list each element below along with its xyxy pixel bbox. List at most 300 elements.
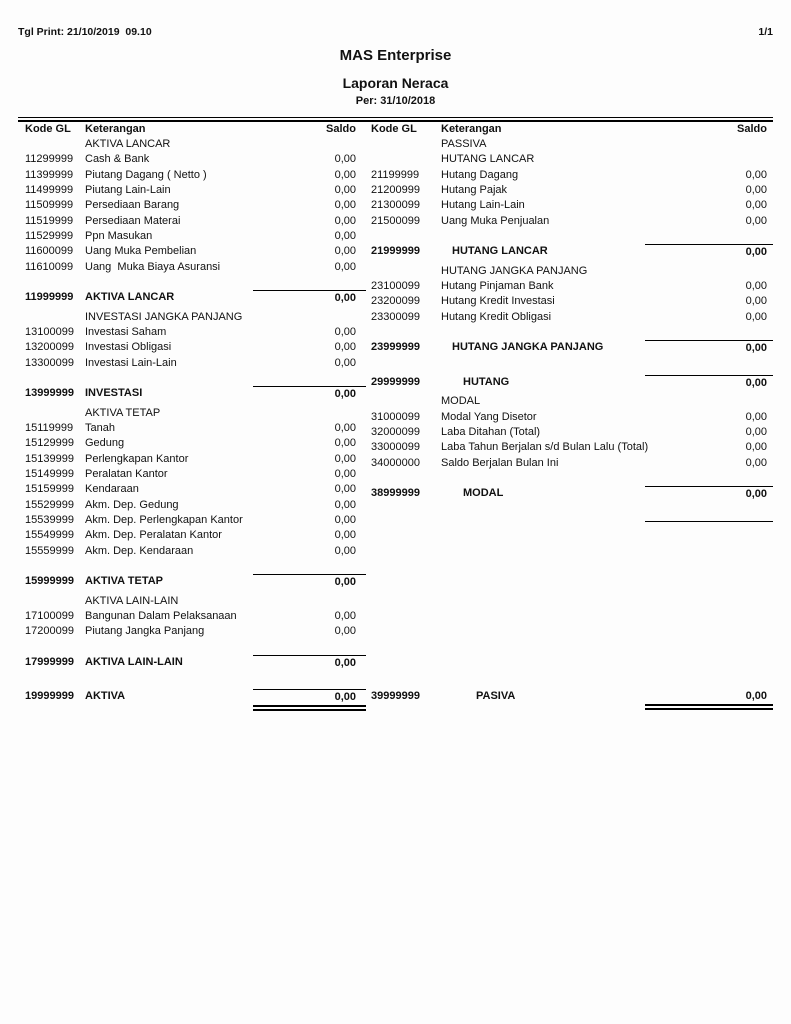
balance	[645, 613, 773, 628]
blank-row	[18, 559, 366, 574]
account-row	[18, 452, 366, 467]
description: Ppn Masukan	[85, 229, 153, 242]
description: AKTIVA TETAP	[85, 575, 164, 588]
gl-code: 15139999	[25, 452, 74, 465]
header-saldo: Saldo	[326, 123, 356, 135]
description: Hutang Dagang	[441, 168, 519, 181]
description: Hutang Pinjaman Bank	[441, 279, 554, 292]
description: AKTIVA	[85, 690, 126, 703]
gl-code: 13300099	[25, 356, 74, 369]
gl-code: 13100099	[25, 325, 74, 338]
description: AKTIVA LAIN-LAIN	[85, 655, 183, 668]
balance: 0,00	[745, 199, 767, 212]
account-row	[368, 310, 773, 325]
description: Gedung	[85, 437, 125, 450]
balance: 0,00	[253, 386, 366, 405]
account-row	[368, 456, 773, 471]
account-row	[368, 440, 773, 455]
balance: 0,00	[334, 325, 356, 338]
account-row	[18, 152, 366, 167]
blank-row	[368, 598, 773, 613]
description: Laba Tahun Berjalan s/d Bulan Lalu (Total)	[441, 441, 649, 454]
balance	[645, 521, 773, 536]
account-row	[18, 544, 366, 559]
balance: 0,00	[253, 574, 366, 593]
gl-code	[18, 275, 85, 290]
description	[441, 536, 645, 551]
account-row	[18, 356, 366, 371]
description: AKTIVA LAIN-LAIN	[85, 594, 179, 607]
header-keterangan: Keterangan	[441, 123, 502, 135]
description	[441, 582, 645, 597]
description: Uang Muka Penjualan	[441, 214, 550, 227]
column-headers-left	[18, 122, 366, 137]
gl-code: 21199999	[371, 168, 420, 181]
description	[441, 506, 645, 521]
gl-code: 11519999	[25, 214, 74, 227]
gl-code: 23100099	[371, 279, 420, 292]
gl-code: 23999999	[371, 341, 420, 354]
description: Persediaan Barang	[85, 199, 180, 212]
description: Laba Ditahan (Total)	[441, 425, 541, 438]
total-row	[368, 486, 773, 505]
header-saldo: Saldo	[737, 123, 767, 135]
gl-code: 39999999	[371, 690, 420, 703]
description	[441, 644, 645, 659]
description: Bangunan Dalam Pelaksanaan	[85, 609, 237, 622]
grand-total-row	[18, 689, 366, 708]
account-row	[18, 528, 366, 543]
gl-code	[368, 264, 441, 279]
total-row	[368, 340, 773, 359]
description	[441, 598, 645, 613]
gl-code: 11299999	[25, 153, 74, 166]
balance: 0,00	[334, 452, 356, 465]
account-row	[18, 214, 366, 229]
balance: 0,00	[253, 689, 366, 708]
account-row	[18, 244, 366, 259]
gl-code: 21999999	[371, 245, 420, 258]
balance: 0,00	[334, 421, 356, 434]
blank-row	[368, 471, 773, 486]
balance	[645, 152, 773, 167]
balance: 0,00	[745, 310, 767, 323]
gl-code: 17100099	[25, 609, 74, 622]
account-row	[18, 260, 366, 275]
balance: 0,00	[334, 529, 356, 542]
section-header-row	[18, 594, 366, 609]
description	[441, 471, 645, 486]
blank-row	[368, 567, 773, 582]
gl-code: 15149999	[25, 467, 74, 480]
gl-code	[368, 471, 441, 486]
report-period: Per: 31/10/2018	[355, 95, 436, 107]
description	[85, 275, 253, 290]
gl-code	[368, 628, 441, 643]
balance: 0,00	[334, 467, 356, 480]
blank-row	[368, 325, 773, 340]
balance: 0,00	[645, 244, 773, 263]
account-row	[368, 183, 773, 198]
gl-code: 31000099	[371, 410, 420, 423]
balance	[253, 559, 366, 574]
gl-code	[18, 594, 85, 609]
gl-code: 17999999	[25, 655, 74, 668]
balance	[645, 644, 773, 659]
blank-row	[368, 628, 773, 643]
balance: 0,00	[334, 356, 356, 369]
section-header-row	[18, 406, 366, 421]
gl-code	[368, 229, 441, 244]
blank-row	[368, 506, 773, 521]
page-number: 1/1	[758, 26, 773, 38]
gl-code: 19999999	[25, 690, 74, 703]
blank-row	[368, 659, 773, 674]
account-row	[18, 325, 366, 340]
balance: 0,00	[334, 544, 356, 557]
description: Hutang Lain-Lain	[441, 199, 525, 212]
balance	[645, 567, 773, 582]
gl-code: 38999999	[371, 487, 420, 500]
separator-row	[368, 521, 773, 536]
header-kode-gl: Kode GL	[25, 123, 71, 135]
total-row	[18, 655, 366, 674]
gl-code: 15119999	[25, 421, 74, 434]
description: Uang Muka Biaya Asuransi	[85, 260, 221, 273]
balance: 0,00	[253, 290, 366, 309]
balance	[645, 582, 773, 597]
gl-code: 15529999	[25, 498, 74, 511]
balance	[645, 674, 773, 689]
account-row	[18, 168, 366, 183]
description: Investasi Saham	[85, 325, 167, 338]
description: Saldo Berjalan Bulan Ini	[441, 456, 559, 469]
description: Piutang Dagang ( Netto )	[85, 168, 207, 181]
description	[441, 659, 645, 674]
balance: 0,00	[745, 441, 767, 454]
balance: 0,00	[334, 498, 356, 511]
account-row	[368, 279, 773, 294]
description: MODAL	[463, 487, 504, 500]
description	[441, 521, 645, 536]
gl-code: 11999999	[25, 291, 74, 304]
description: AKTIVA LANCAR	[85, 138, 171, 150]
account-row	[18, 229, 366, 244]
balance: 0,00	[745, 456, 767, 469]
gl-code	[368, 567, 441, 582]
account-row	[18, 467, 366, 482]
gl-code: 21500099	[371, 214, 420, 227]
blank-row	[18, 371, 366, 386]
balance: 0,00	[334, 625, 356, 638]
account-row	[18, 609, 366, 624]
header-kode-gl: Kode GL	[371, 123, 417, 135]
balance: 0,00	[645, 375, 773, 394]
account-row	[368, 198, 773, 213]
balance	[645, 471, 773, 486]
balance	[253, 310, 366, 325]
gl-code: 11499999	[25, 183, 74, 196]
description: HUTANG JANGKA PANJANG	[452, 341, 604, 354]
balance: 0,00	[334, 341, 356, 354]
balance	[253, 406, 366, 421]
account-row	[18, 421, 366, 436]
section-header-row	[368, 394, 773, 409]
gl-code	[368, 325, 441, 340]
print-date-label: Tgl Print: 21/10/2019 09.10	[18, 26, 152, 38]
balance: 0,00	[745, 168, 767, 181]
description	[441, 229, 645, 244]
account-row	[18, 498, 366, 513]
gl-code: 15549999	[25, 529, 74, 542]
balance	[645, 325, 773, 340]
gl-code: 15559999	[25, 544, 74, 557]
description: AKTIVA LANCAR	[85, 291, 175, 304]
blank-row	[368, 229, 773, 244]
gl-code	[18, 371, 85, 386]
gl-code: 11610099	[25, 260, 74, 273]
total-row	[368, 244, 773, 263]
gl-code	[368, 613, 441, 628]
balance	[645, 536, 773, 551]
gl-code: 34000000	[371, 456, 420, 469]
section-header-row	[368, 264, 773, 279]
description	[441, 325, 645, 340]
description: INVESTASI JANGKA PANJANG	[85, 310, 243, 323]
gl-code: 11529999	[25, 229, 74, 242]
gl-code	[368, 152, 441, 167]
description: HUTANG	[463, 375, 510, 388]
total-row	[18, 386, 366, 405]
balance	[645, 137, 773, 152]
balance: 0,00	[334, 183, 356, 196]
gl-code	[18, 137, 85, 152]
section-header-row	[18, 310, 366, 325]
gl-code	[368, 674, 441, 689]
gl-code	[368, 536, 441, 551]
description: INVESTASI	[85, 387, 143, 400]
description: Uang Muka Pembelian	[85, 245, 197, 258]
gl-code: 15539999	[25, 513, 74, 526]
blank-row	[18, 674, 366, 689]
description	[85, 674, 253, 689]
description	[441, 567, 645, 582]
passiva-column	[368, 137, 773, 709]
balance: 0,00	[745, 279, 767, 292]
gl-code	[368, 644, 441, 659]
description: Kendaraan	[85, 483, 139, 496]
gl-code: 13200099	[25, 341, 74, 354]
gl-code	[18, 640, 85, 655]
account-row	[368, 410, 773, 425]
gl-code	[18, 310, 85, 325]
description	[85, 640, 253, 655]
grand-total-row	[368, 689, 773, 708]
gl-code	[368, 552, 441, 567]
description: HUTANG LANCAR	[441, 153, 535, 166]
balance	[253, 594, 366, 609]
gl-code: 29999999	[371, 375, 420, 388]
description	[441, 674, 645, 689]
balance	[253, 275, 366, 290]
gl-code	[368, 598, 441, 613]
gl-code: 21300099	[371, 199, 420, 212]
balance	[645, 394, 773, 409]
gl-code: 15159999	[25, 483, 74, 496]
description: Piutang Jangka Panjang	[85, 625, 205, 638]
description	[85, 559, 253, 574]
gl-code: 23200099	[371, 295, 420, 308]
description: Tanah	[85, 421, 115, 434]
gl-code: 23300099	[371, 310, 420, 323]
account-row	[18, 513, 366, 528]
balance: 0,00	[334, 214, 356, 227]
total-row	[18, 290, 366, 309]
balance	[253, 640, 366, 655]
description: Akm. Dep. Kendaraan	[85, 544, 194, 557]
description: Hutang Kredit Obligasi	[441, 310, 552, 323]
gl-code: 33000099	[371, 441, 420, 454]
account-row	[368, 294, 773, 309]
gl-code	[368, 137, 441, 152]
balance	[645, 628, 773, 643]
description: HUTANG JANGKA PANJANG	[441, 264, 588, 277]
balance: 0,00	[745, 425, 767, 438]
balance: 0,00	[645, 689, 773, 708]
description: Hutang Pajak	[441, 183, 508, 196]
description: Modal Yang Disetor	[441, 410, 537, 423]
blank-row	[368, 674, 773, 689]
balance: 0,00	[745, 214, 767, 227]
description: MODAL	[441, 395, 481, 408]
account-row	[368, 214, 773, 229]
description: PASIVA	[476, 690, 516, 703]
description: Piutang Lain-Lain	[85, 183, 171, 196]
account-row	[18, 198, 366, 213]
balance: 0,00	[334, 513, 356, 526]
balance	[645, 598, 773, 613]
gl-code	[18, 559, 85, 574]
aktiva-column	[18, 137, 366, 709]
description: Investasi Lain-Lain	[85, 356, 177, 369]
section-header-row	[368, 152, 773, 167]
blank-row	[368, 613, 773, 628]
description	[441, 628, 645, 643]
gl-code: 13999999	[25, 387, 74, 400]
gl-code: 11509999	[25, 199, 74, 212]
gl-code: 11399999	[25, 168, 74, 181]
balance	[645, 264, 773, 279]
balance: 0,00	[334, 168, 356, 181]
balance: 0,00	[334, 245, 356, 258]
account-row	[18, 482, 366, 497]
balance	[253, 137, 366, 152]
description: PASSIVA	[441, 138, 487, 150]
balance: 0,00	[645, 486, 773, 505]
gl-code	[368, 659, 441, 674]
header-keterangan: Keterangan	[85, 123, 146, 135]
account-row	[368, 168, 773, 183]
blank-row	[368, 552, 773, 567]
report-meta-row	[18, 26, 773, 38]
description	[441, 360, 645, 375]
gl-code: 17200099	[25, 625, 74, 638]
balance: 0,00	[334, 609, 356, 622]
gl-code: 21200999	[371, 183, 420, 196]
account-row	[18, 624, 366, 639]
balance	[645, 506, 773, 521]
balance: 0,00	[334, 437, 356, 450]
description: Peralatan Kantor	[85, 467, 168, 480]
balance: 0,00	[334, 483, 356, 496]
double-underline	[645, 704, 773, 710]
description: Cash & Bank	[85, 153, 150, 166]
gl-code	[368, 582, 441, 597]
double-underline	[253, 705, 366, 711]
balance: 0,00	[334, 153, 356, 166]
description	[441, 552, 645, 567]
gl-code: 32000099	[371, 425, 420, 438]
balance	[645, 229, 773, 244]
balance: 0,00	[334, 229, 356, 242]
description: Investasi Obligasi	[85, 341, 172, 354]
balance: 0,00	[745, 295, 767, 308]
description	[441, 613, 645, 628]
gl-code: 15129999	[25, 437, 74, 450]
blank-row	[18, 640, 366, 655]
blank-row	[368, 536, 773, 551]
description: Hutang Kredit Investasi	[441, 295, 555, 308]
balance	[253, 371, 366, 386]
gl-code	[18, 674, 85, 689]
balance	[253, 674, 366, 689]
gl-code	[368, 506, 441, 521]
description: Perlengkapan Kantor	[85, 452, 189, 465]
description	[85, 371, 253, 386]
description: Akm. Dep. Perlengkapan Kantor	[85, 513, 243, 526]
section-header-row	[368, 137, 773, 152]
total-row	[368, 375, 773, 394]
company-name: MAS Enterprise	[339, 47, 452, 64]
gl-code	[368, 394, 441, 409]
description: HUTANG LANCAR	[452, 245, 548, 258]
gl-code	[368, 360, 441, 375]
blank-row	[368, 644, 773, 659]
section-header-row	[18, 137, 366, 152]
account-row	[18, 436, 366, 451]
balance	[645, 360, 773, 375]
balance: 0,00	[334, 199, 356, 212]
balance: 0,00	[745, 183, 767, 196]
description: Akm. Dep. Gedung	[85, 498, 179, 511]
balance	[645, 552, 773, 567]
account-row	[18, 340, 366, 355]
blank-row	[18, 275, 366, 290]
description: AKTIVA TETAP	[85, 406, 161, 419]
blank-row	[368, 582, 773, 597]
report-title: Laporan Neraca	[342, 75, 449, 91]
gl-code	[368, 521, 441, 536]
total-row	[18, 574, 366, 593]
account-row	[18, 183, 366, 198]
balance: 0,00	[253, 655, 366, 674]
balance: 0,00	[334, 260, 356, 273]
account-row	[368, 425, 773, 440]
column-headers-right	[368, 122, 773, 137]
blank-row	[368, 360, 773, 375]
gl-code: 15999999	[25, 575, 74, 588]
description: Akm. Dep. Peralatan Kantor	[85, 529, 222, 542]
